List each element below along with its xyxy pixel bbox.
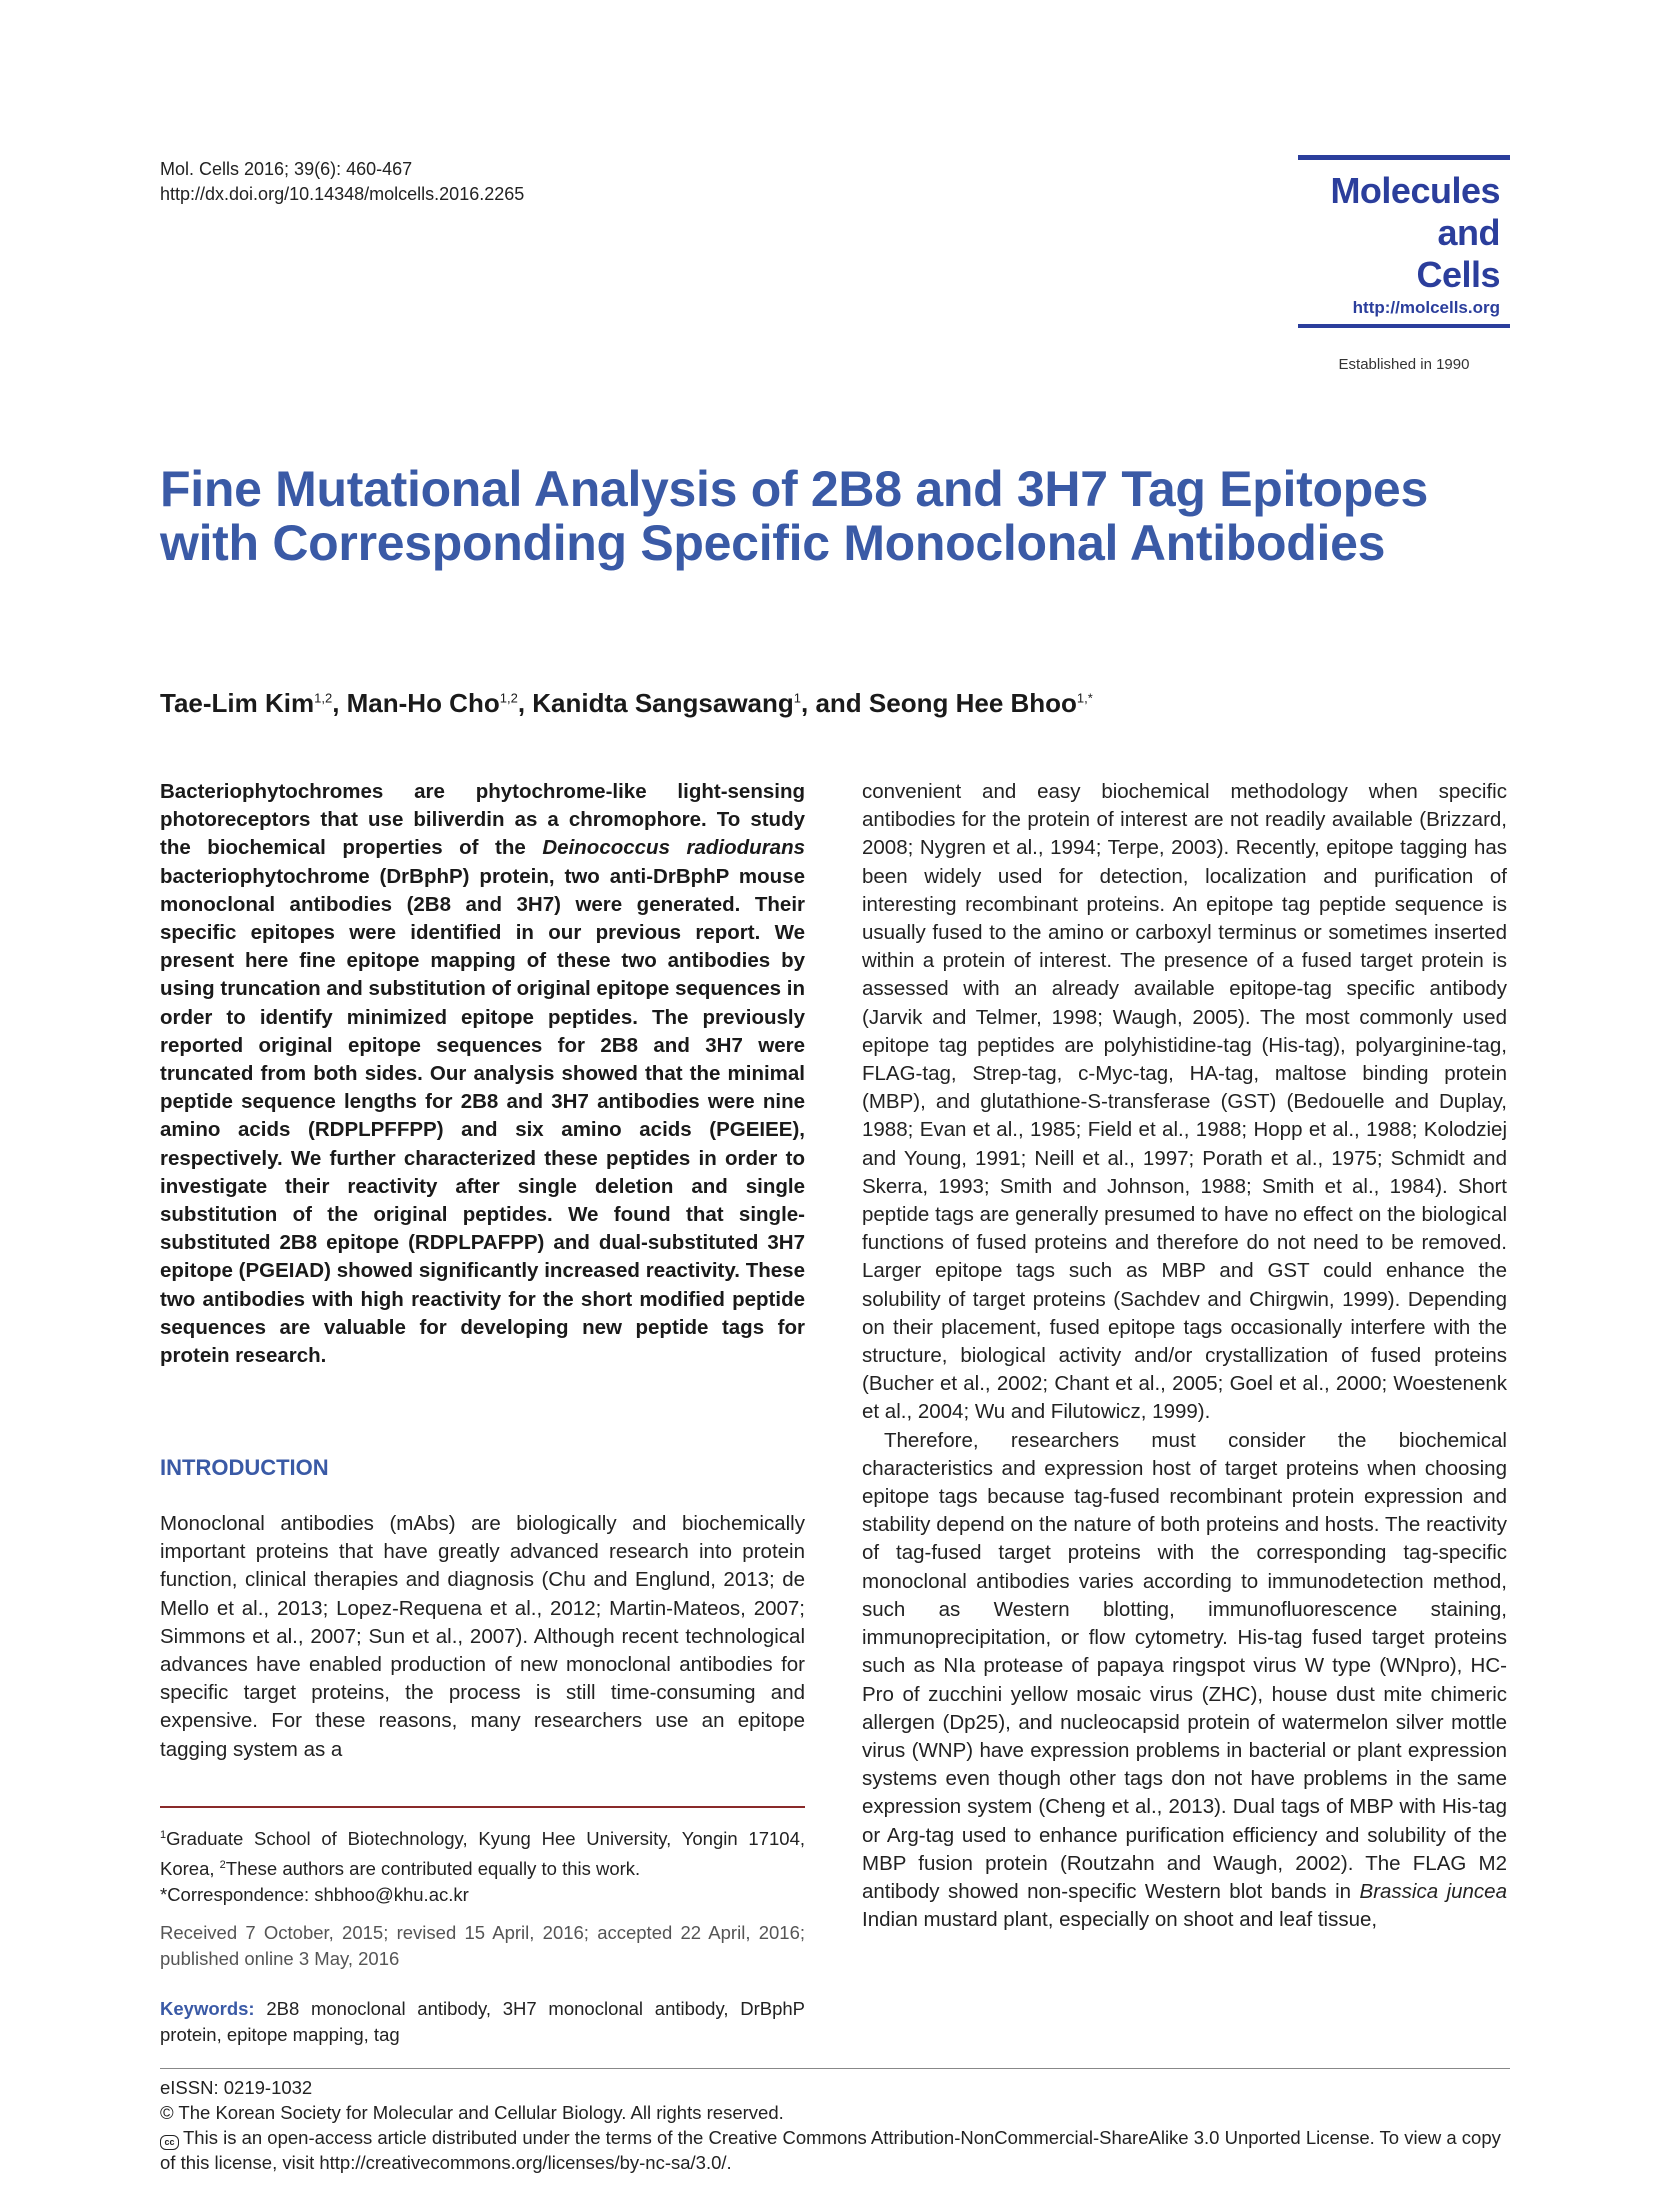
author-4: Seong Hee Bhoo	[868, 688, 1077, 718]
author-list	[160, 688, 1520, 719]
intro-paragraph-left: Monoclonal antibodies (mAbs) are biologically and biochemically important proteins that have greatly advanced research into protein function, clinical therapies and diagnosis (Chu and Englund, 2013; de Mello et al., 2013; Lopez-Requena et al., 2012; Martin-Mateos, 2007; Simmons et al., 2007; Sun et al., 2007). Although recent technological advances have enabled production of new monoclonal antibodies for specific target proteins, the process is still time-consuming and expensive. For these reasons, many researchers use an epitope tagging system as a	[160, 1512, 805, 1761]
established-date: Established in 1990	[1338, 356, 1470, 373]
author-1-aff: 1,2	[314, 690, 333, 706]
keywords: Keywords: 2B8 monoclonal antibody, 3H7 monoclonal antibody, DrBphP protein, epitope mapping, tag	[160, 1998, 805, 2045]
journal-url[interactable]: http://molcells.org	[1352, 298, 1500, 317]
author-2: Man-Ho Cho	[346, 688, 500, 718]
footer-divider	[160, 2068, 1510, 2069]
received-dates: Received 7 October, 2015; revised 15 April, 2016; accepted 22 April, 2016; published online 3 May, 2016	[160, 1922, 805, 1969]
intro-paragraph-1: convenient and easy biochemical methodology when specific antibodies for the protein of interest are not readily available (Brizzard, 2008; Nygren et al., 1994; Terpe, 2003). Recently, epitope tagging has been widely used for detection, localization and purification of interesting recombinant proteins. An epitope tag peptide sequence is usually fused to the amino or carboxyl terminus or sometimes inserted within a protein of interest. The presence of a fused target protein is assessed with an already available epitope-tag specific antibody (Jarvik and Telmer, 1998; Waugh, 2005). The most commonly used epitope tag peptides are polyhistidine-tag (His-tag), polyarginine-tag, FLAG-tag, Strep-tag, c-Myc-tag, HA-tag, maltose binding protein (MBP), and glutathione-S-transferase (GST) (Bedouelle and Duplay, 1988; Evan et al., 1985; Field et al., 1988; Hopp et al., 1988; Kolodziej and Young, 1991; Neill et al., 1997; Porath et al., 1975; Schmidt and Skerra, 1993; Smith and Johnson, 1988; Smith et al., 1984). Short peptide tags are generally presumed to have no effect on the biological functions of fused proteins and therefore do not need to be removed. Larger epitope tags such as MBP and GST could enhance the solubility of target proteins (Sachdev and Chirgwin, 1999). Depending on their placement, fused epitope tags occasionally interfere with the structure, biological activity and/or crystallization of fused proteins (Bucher et al., 2002; Chant et al., 2005; Goel et al., 2000; Woestenenk et al., 2004; Wu and Filutowicz, 1999).	[862, 780, 1507, 1424]
license-note: cc This is an open-access article distributed under the terms of the Creative Commons Attribution-NonCommercial-ShareAlike 3.0 Unported License. To view a copy of this license, visit http://creativecommons.org/licenses/by-nc-sa/3.0/.	[160, 2127, 1501, 2173]
citation-block	[160, 157, 524, 207]
logo-bar-top	[1298, 155, 1510, 160]
author-sep: , and	[801, 688, 869, 718]
intro-paragraph-2: Therefore, researchers must consider the biochemical characteristics and expression host of target proteins when choosing epitope tags because tag-fused recombinant protein expression and stability depend on the nature of both proteins and hosts. The reactivity of tag-fused target proteins with the corresponding tag-specific monoclonal antibodies varies according to immunodetection method, such as Western blotting, immunofluorescence staining, immunoprecipitation, or flow cytometry. His-tag fused target proteins such as NIa protease of papaya ringspot virus W type (WNpro), HC-Pro of zucchini yellow mosaic virus (ZHC), house dust mite chimeric allergen (Dp25), and nucleocapsid protein of watermelon silver mottle virus (WNP) have expression problems in bacterial or plant expression systems even though other tags don not have problems in the same expression system (Cheng et al., 2013). Dual tags of MBP with His-tag or Arg-tag used to enhance purification efficiency and solubility of the MBP fusion protein (Routzahn and Waugh, 2002). The FLAG M2 antibody showed non-specific Western blot bands in Brassica juncea Indian mustard plant, especially on shoot and leaf tissue,	[862, 1428, 1507, 1932]
correspondence: *Correspondence: shbhoo@khu.ac.kr	[160, 1884, 469, 1906]
journal-logo	[1298, 155, 1510, 328]
author-4-aff: 1,*	[1076, 690, 1093, 706]
journal-citation: Mol. Cells 2016; 39(6): 460-467	[160, 159, 413, 179]
copyright: © The Korean Society for Molecular and Cellular Biology. All rights reserved.	[160, 2102, 784, 2123]
species-name: Deinococcus radiodurans	[542, 836, 805, 860]
footnote-divider	[160, 1806, 805, 1808]
logo-bar-bottom	[1298, 324, 1510, 328]
eissn: eISSN: 0219-1032	[160, 2077, 313, 2098]
abstract: Bacteriophytochromes are phytochrome-like light-sensing photoreceptors that use biliverdin as a chromophore. To study the biochemical properties of the Deinococcus radiodurans bacteriophytochrome (DrBphP) protein, two anti-DrBphP mouse monoclonal antibodies (2B8 and 3H7) were generated. Their specific epitopes were identified in our previous report. We present here fine epitope mapping of these two antibodies by using truncation and substitution of original epitope sequences in order to identify minimized epitope peptides. The previously reported original epitope sequences for 2B8 and 3H7 were truncated from both sides. Our analysis showed that the minimal peptide sequence lengths for 2B8 and 3H7 antibodies were nine amino acids (RDPLPFFPP) and six amino acids (PGEIEE), respectively. We further characterized these peptides in order to investigate their reactivity after single deletion and single substitution of the original peptides. We found that single-substituted 2B8 epitope (RDPLPAFPP) and dual-substituted 3H7 epitope (PGEIAD) showed significantly increased reactivity. These two antibodies with high reactivity for the short modified peptide sequences are valuable for developing new peptide tags for protein research.	[160, 780, 805, 1368]
keywords-label: Keywords:	[160, 1998, 255, 2019]
author-sep: ,	[332, 688, 347, 718]
intro-column-right	[862, 778, 1507, 1934]
article-title: Fine Mutational Analysis of 2B8 and 3H7 Tag Epitopes with Corresponding Specific Monoclonal Antibodies	[160, 461, 1428, 571]
author-1: Tae-Lim Kim	[160, 688, 315, 718]
author-3: Kanidta Sangsawang	[532, 688, 794, 718]
doi-link[interactable]: http://dx.doi.org/10.14348/molcells.2016.2265	[160, 184, 525, 204]
species-name: Brassica juncea	[1359, 1879, 1507, 1903]
affiliation-note: $^1$Graduate School of Biotechnology, Kyung Hee University, Yongin 17104, Korea, $^2$These authors are contributed equally to this work. *Correspondence: shbhoo@khu.ac.kr	[160, 1828, 805, 1906]
page-footer	[160, 2075, 1510, 2175]
author-3-aff: 1	[793, 690, 801, 706]
section-heading-introduction: INTRODUCTION	[160, 1455, 329, 1480]
author-sep: ,	[517, 688, 533, 718]
creative-commons-icon: cc	[160, 2135, 179, 2150]
journal-name: Molecules and Cells	[1330, 170, 1500, 295]
author-2-aff: 1,2	[499, 690, 518, 706]
